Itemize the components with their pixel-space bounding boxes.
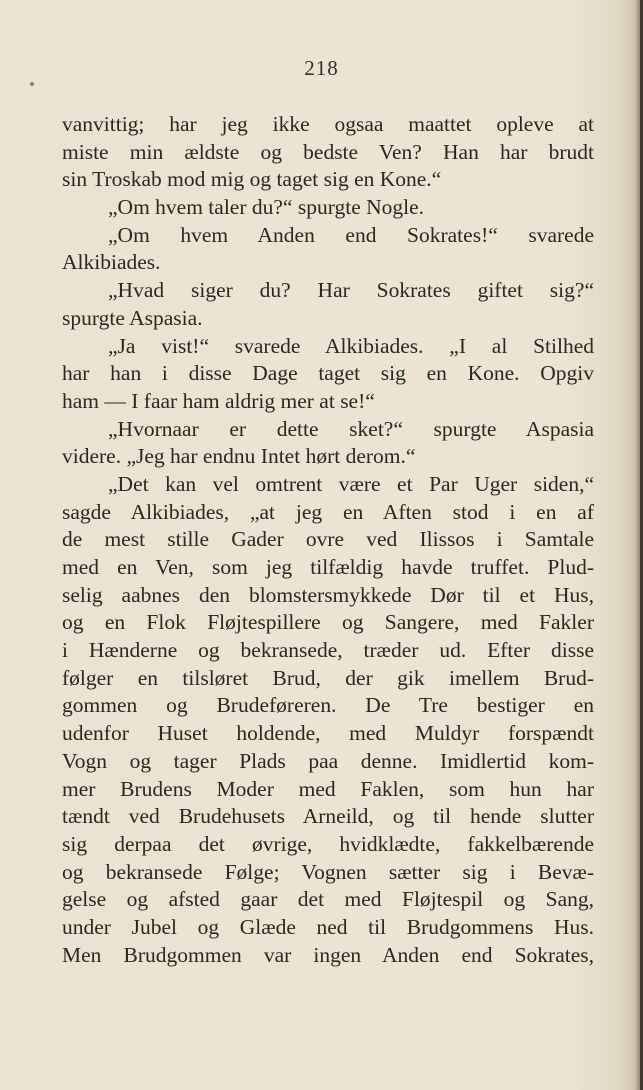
text-line: spurgte Aspasia. [62,305,203,330]
body-text [62,111,594,969]
text-line: Alkibiades. [62,250,161,275]
text-line: og en Flok Fløjtespillere og Sangere, med Fakler [62,610,594,635]
text-line: sig derpaa det øvrige, hvidklædte, fakkelbærende [62,831,594,856]
text-line: videre. „Jeg har endnu Intet hørt derom.“ [62,444,416,469]
text-line: „Ja vist!“ svarede Alkibiades. „I al Stilhed [108,333,594,358]
text-line: tændt ved Brudehusets Arneild, og til hende slutter [62,804,594,829]
text-line: følger en tilsløret Brud, der gik imellem Brud- [62,665,594,690]
text-line: miste min ældste og bedste Ven? Han har brudt [62,139,594,164]
text-line: „Hvad siger du? Har Sokrates giftet sig?“ [108,278,594,303]
text-line: „Det kan vel omtrent være et Par Uger siden,“ [108,471,594,496]
text-line: Vogn og tager Plads paa denne. Imidlertid kom- [62,748,594,773]
text-line: mer Brudens Moder med Faklen, som hun har [62,776,594,801]
text-line: de mest stille Gader ovre ved Ilissos i Samtale [62,527,594,552]
text-line: gommen og Brudeføreren. De Tre bestiger en [62,693,594,718]
text-line: „Om hvem taler du?“ spurgte Nogle. [108,195,425,220]
text-line: sagde Alkibiades, „at jeg en Aften stod i en af [62,499,594,524]
text-line: i Hænderne og bekransede, træder ud. Efter disse [62,638,594,663]
text-line: vanvittig; har jeg ikke ogsaa maattet opleve at [62,112,594,136]
text-line: udenfor Huset holdende, med Muldyr forspændt [62,721,594,746]
text-line: sin Troskab mod mig og taget sig en Kone.“ [62,167,442,192]
text-line: og bekransede Følge; Vognen sætter sig i Bevæ- [62,859,594,884]
text-line: selig aabnes den blomstersmykkede Dør til et Hus, [62,582,594,607]
text-line: „Om hvem Anden end Sokrates!“ svarede [108,222,594,247]
text-line: gelse og afsted gaar det med Fløjtespil og Sang, [62,887,594,912]
text-line: med en Ven, som jeg tilfældig havde truffet. Plud- [62,555,594,579]
text-line: „Hvornaar er dette sket?“ spurgte Aspasia [108,416,594,441]
text-line: Men Brudgommen var ingen Anden end Sokrates, [62,942,594,967]
text-line: under Jubel og Glæde ned til Brudgommens Hus. [62,914,594,939]
text-line: ham — I faar ham aldrig mer at se!“ [62,388,375,413]
ink-speck [30,82,34,86]
text-line: har han i disse Dage taget sig en Kone. Opgiv [62,361,594,386]
page-number: 218 [304,56,339,80]
